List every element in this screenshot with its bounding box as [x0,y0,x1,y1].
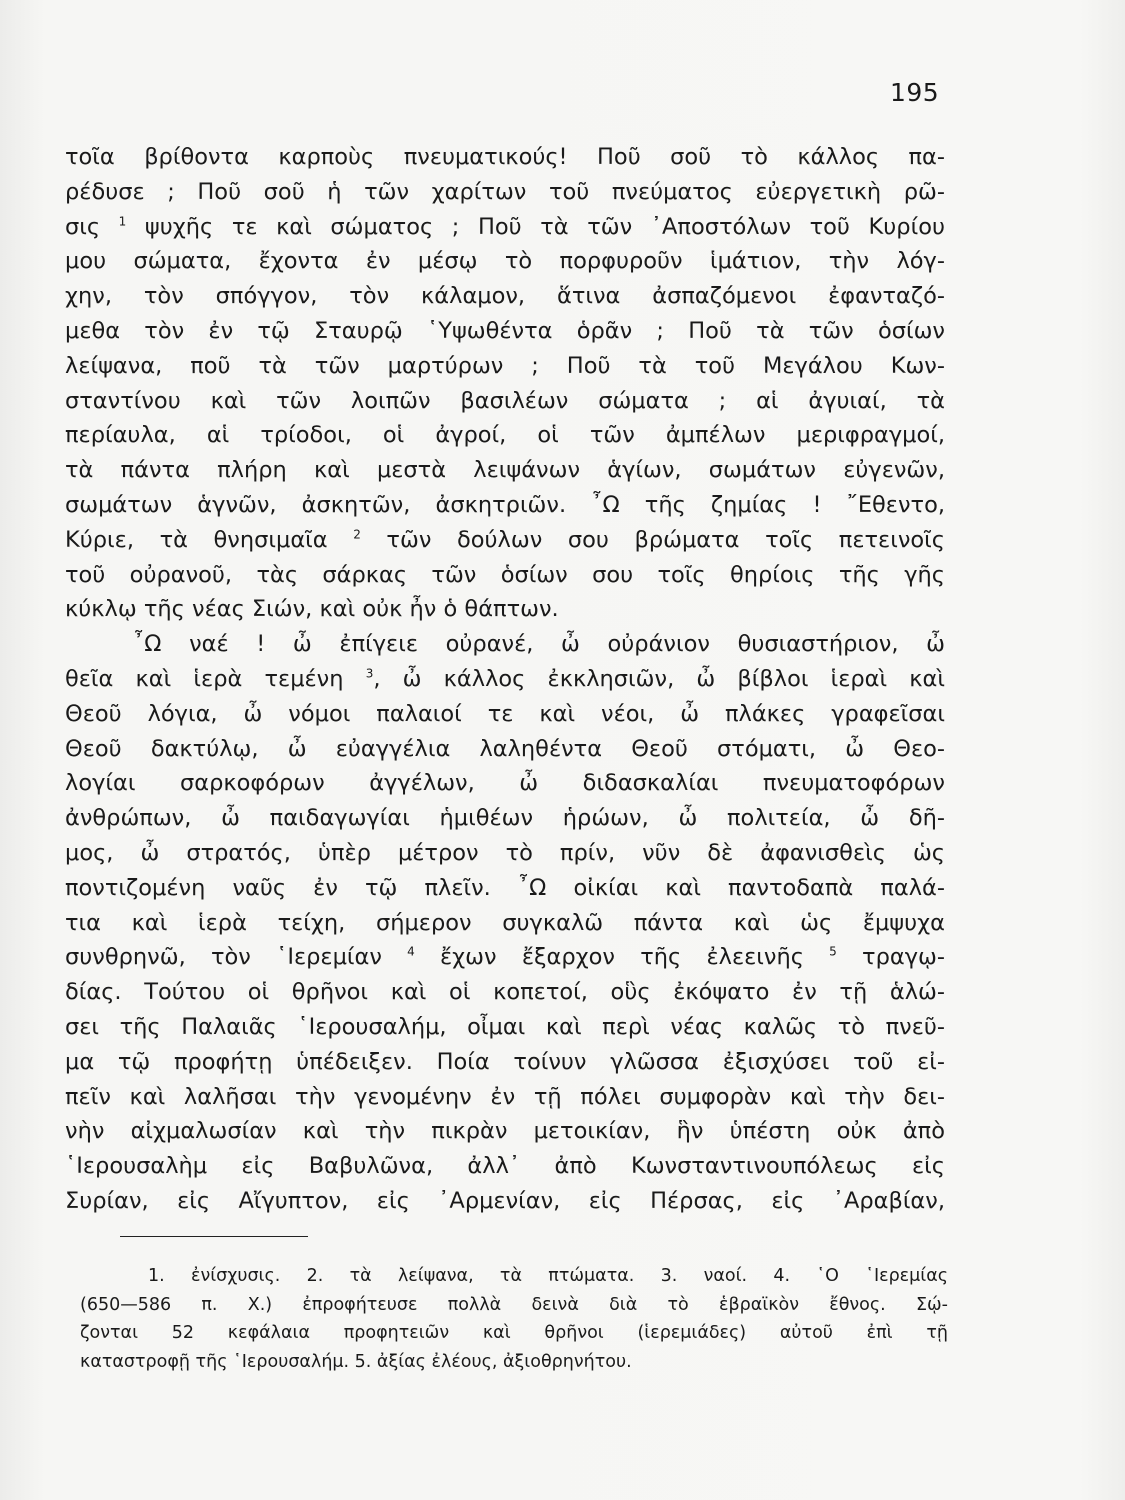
text-line [65,975,945,1010]
line-text: ῏Ω ναέ ! ὦ ἐπίγειε οὐρανέ, ὦ οὐράνιον θυσιαστήριον, ὦ [133,631,945,658]
line-text: λείψανα, ποῦ τὰ τῶν μαρτύρων ; Ποῦ τὰ τοῦ Μεγάλου Κων- [65,352,945,379]
line-text: , ὦ κάλλος ἐκκλησιῶν, ὦ βίβλοι ἱεραὶ καὶ [373,665,946,692]
line-text: τοῦ οὐρανοῦ, τὰς σάρκας τῶν ὁσίων σου τοῖς θηρίοις τῆς γῆς [65,561,945,588]
text-line [65,488,945,523]
footnote-line: καταστροφῇ τῆς ῾Ιερουσαλήμ. 5. ἀξίας ἐλέους, ἀξιοθρηνήτου. [80,1351,632,1372]
line-text: Κύριε, τὰ θνησιμαῖα [65,526,354,553]
line-text: μου σώματα, ἔχοντα ἐν μέσῳ τὸ πορφυροῦν ἱμάτιον, τὴν λόγ- [65,248,945,275]
text-line [65,314,945,349]
text-line [65,801,945,836]
line-text: ῾Ιερουσαλὴμ εἰς Βαβυλῶνα, ἀλλ᾿ ἀπὸ Κωνσταντινουπόλεως εἰς [65,1153,945,1180]
footnote-line: 1. ἐνίσχυσις. 2. τὰ λείψανα, τὰ πτώματα. 3. ναοί. 4. ῾Ο ῾Ιερεμίας [148,1266,948,1286]
line-text: κύκλῳ τῆς νέας Σιών, καὶ οὐκ ἦν ὁ θάπτων. [65,596,559,623]
footnote-marker: 5 [829,944,837,959]
footnotes [80,1262,948,1376]
footnote-marker: 2 [353,527,361,542]
text-line [65,732,945,767]
line-text: Συρίαν, εἰς Αἴγυπτον, εἰς ᾿Αρμενίαν, εἰς Πέρσας, εἰς ᾿Αραβίαν, [65,1187,945,1214]
text-line [65,279,945,314]
line-text: τὰ πάντα πλήρη καὶ μεστὰ λειψάνων ἁγίων, σωμάτων εὐγενῶν, [65,457,945,484]
text-line [65,697,945,732]
page-number: 195 [890,78,940,107]
line-text: σις [65,213,119,240]
text-line [65,592,945,627]
text-line [65,140,945,175]
text-line [65,1080,945,1115]
text-line [65,349,945,384]
line-text: Θεοῦ δακτύλῳ, ὦ εὐαγγέλια λαληθέντα Θεοῦ στόματι, ὦ Θεο- [65,735,945,762]
line-text: τῶν δούλων σου βρώματα τοῖς πετεινοῖς [360,526,945,553]
text-line [65,453,945,488]
footnote-marker: 3 [365,666,374,681]
text-line [65,384,945,419]
text-line [65,210,945,245]
line-text: θεῖα καὶ ἱερὰ τεμένη [65,665,366,692]
footnote-line: ζονται 52 κεφάλαια προφητειῶν καὶ θρῆνοι (ἱερεμιάδες) αὐτοῦ ἐπὶ τῇ [80,1323,948,1343]
text-line [65,1010,945,1045]
text-line [65,871,945,906]
line-text: τραγῳ- [836,944,945,971]
line-text: σταντίνου καὶ τῶν λοιπῶν βασιλέων σώματα ; αἱ ἀγυιαί, τὰ [65,387,945,414]
line-text: συνθρηνῶ, τὸν ῾Ιερεμίαν [65,944,408,971]
line-text: ἀνθρώπων, ὦ παιδαγωγίαι ἡμιθέων ἡρώων, ὦ πολιτεία, ὦ δῆ- [65,805,945,832]
line-text: τοῖα βρίθοντα καρποὺς πνευματικούς! Ποῦ σοῦ τὸ κάλλος πα- [65,144,945,170]
main-text [65,140,945,1219]
text-line [65,1114,945,1149]
text-line [65,662,945,697]
line-text: σωμάτων ἁγνῶν, ἀσκητῶν, ἀσκητριῶν. ῏Ω τῆς ζημίας ! ῎Εθεντο, [65,491,945,518]
text-line [65,766,945,801]
text-line [65,940,945,975]
line-text: ποντιζομένη ναῦς ἐν τῷ πλεῖν. ῏Ω οἰκίαι καὶ παντοδαπὰ παλά- [65,874,945,901]
text-line [65,523,945,558]
footnote-marker: 1 [118,214,127,229]
line-text: πεῖν καὶ λαλῆσαι τὴν γενομένην ἐν τῇ πόλει συμφορὰν καὶ τὴν δει- [65,1083,945,1110]
line-text: μα τῷ προφήτῃ ὑπέδειξεν. Ποία τοίνυν γλῶσσα ἐξισχύσει τοῦ εἰ- [65,1048,945,1075]
text-line [65,418,945,453]
footnote-separator [120,1236,308,1237]
footnote-marker: 4 [407,944,415,959]
text-line [65,1045,945,1080]
text-line [65,1149,945,1184]
text-line [65,627,945,662]
line-text: Θεοῦ λόγια, ὦ νόμοι παλαιοί τε καὶ νέοι, ὦ πλάκες γραφεῖσαι [65,700,945,727]
line-text: χην, τὸν σπόγγον, τὸν κάλαμον, ἅτινα ἀσπαζόμενοι ἐφανταζό- [65,283,945,310]
text-line [65,175,945,210]
line-text: ἔχων ἔξαρχον τῆς ἐλεεινῆς [414,944,830,971]
line-text: τια καὶ ἱερὰ τείχη, σήμερον συγκαλῶ πάντα καὶ ὡς ἔμψυχα [65,909,945,936]
line-text: περίαυλα, αἱ τρίοδοι, οἱ ἀγροί, οἱ τῶν ἀμπέλων μεριφραγμοί, [65,422,945,449]
text-line [65,558,945,593]
line-text: λογίαι σαρκοφόρων ἀγγέλων, ὦ διδασκαλίαι πνευματοφόρων [65,770,945,797]
line-text: μεθα τὸν ἐν τῷ Σταυρῷ ῾Υψωθέντα ὁρᾶν ; Ποῦ τὰ τῶν ὁσίων [65,317,945,344]
line-text: ρέδυσε ; Ποῦ σοῦ ἡ τῶν χαρίτων τοῦ πνεύματος εὐεργετικὴ ρῶ- [65,178,945,205]
text-line [65,244,945,279]
text-line [65,906,945,941]
line-text: σει τῆς Παλαιᾶς ῾Ιερουσαλήμ, οἶμαι καὶ περὶ νέας καλῶς τὸ πνεῦ- [65,1013,945,1040]
line-text: νὴν αἰχμαλωσίαν καὶ τὴν πικρὰν μετοικίαν, ἣν ὑπέστη οὐκ ἀπὸ [65,1118,945,1145]
line-text: δίας. Τούτου οἱ θρῆνοι καὶ οἱ κοπετοί, οὓς ἐκόψατο ἐν τῇ ἁλώ- [65,979,945,1006]
text-line [65,1184,945,1219]
line-text: μος, ὦ στρατός, ὑπὲρ μέτρον τὸ πρίν, νῦν δὲ ἀφανισθεὶς ὡς [65,839,945,866]
text-line [65,836,945,871]
footnote-line: (650—586 π. Χ.) ἐπροφήτευσε πολλὰ δεινὰ διὰ τὸ ἑβραϊκὸν ἔθνος. Σῴ- [80,1294,948,1315]
line-text: ψυχῆς τε καὶ σώματος ; Ποῦ τὰ τῶν ᾿Αποστόλων τοῦ Κυρίου [126,213,945,240]
